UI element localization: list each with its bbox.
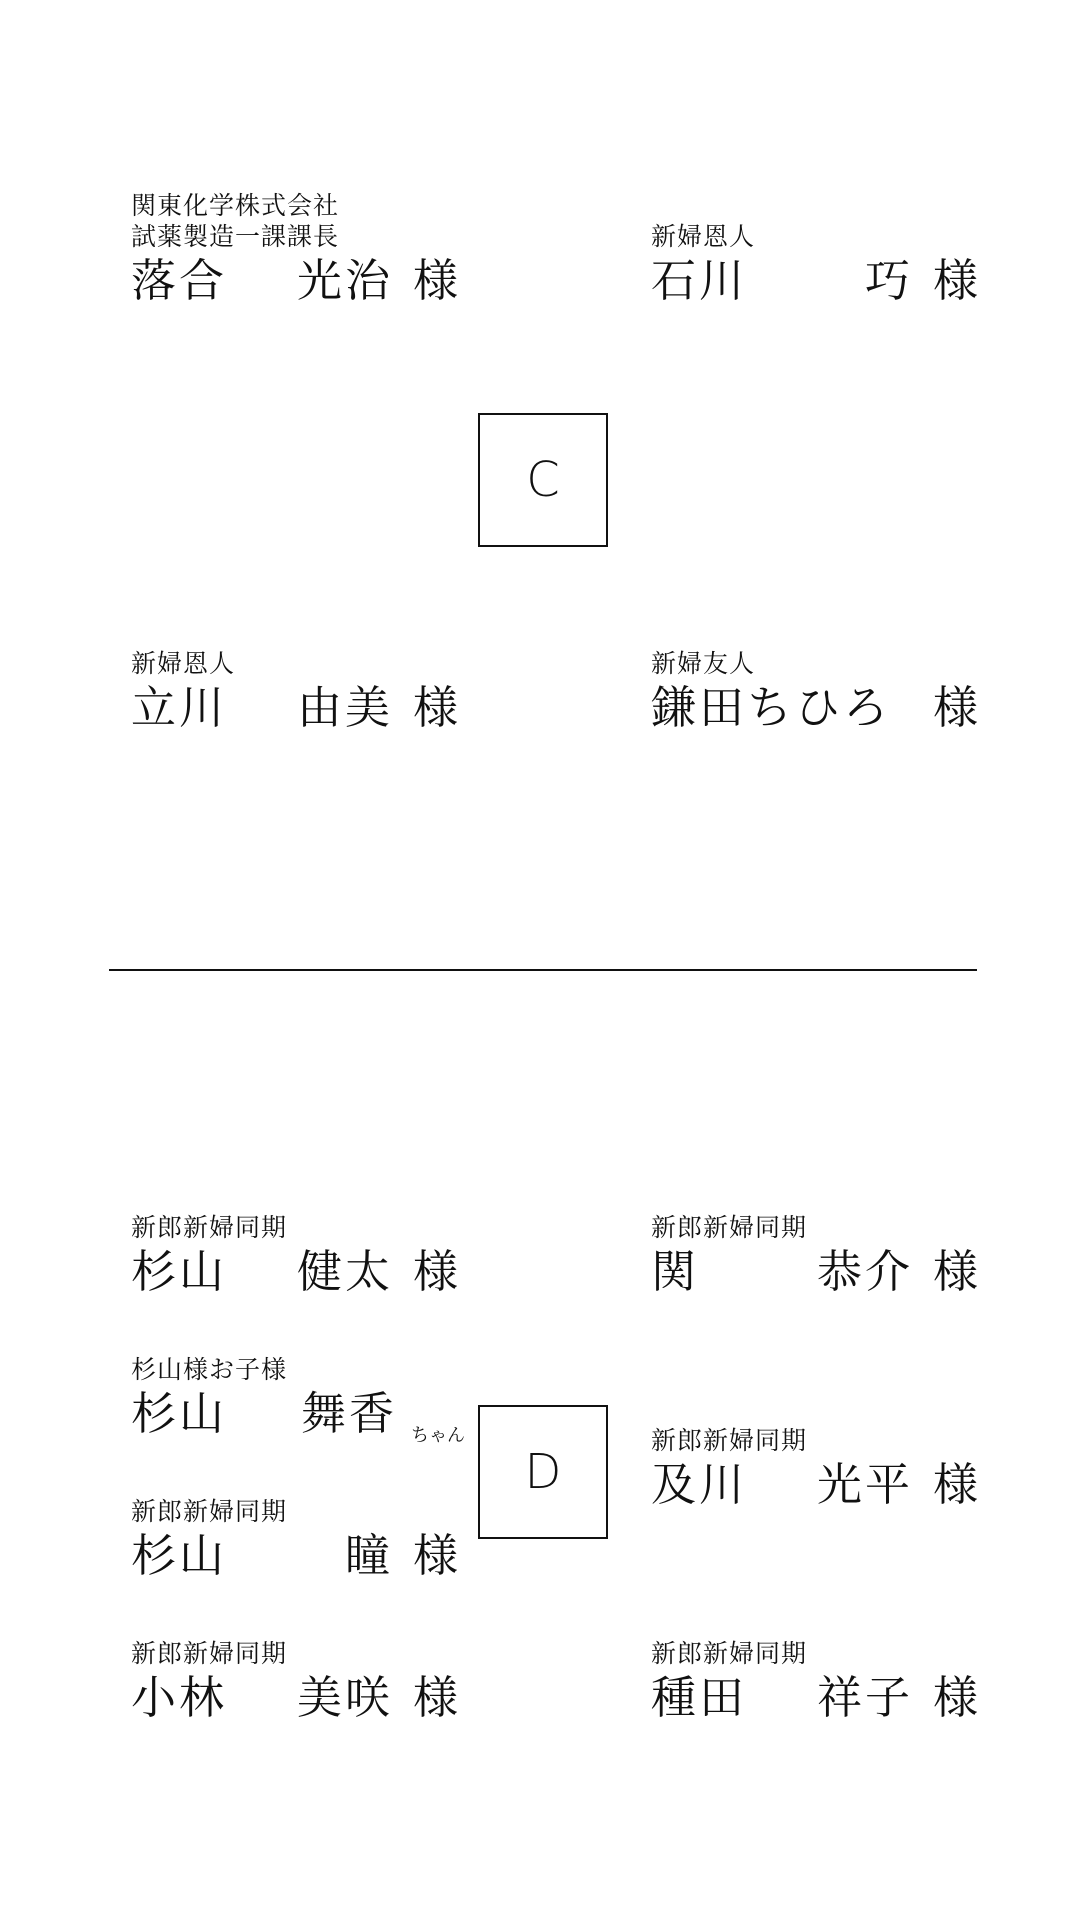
guest-card [131,1496,461,1585]
guest-given-name: 舞香 [300,1387,397,1440]
guest-name [651,252,981,310]
section-divider [109,969,977,971]
guest-family-name: 及川 [651,1458,748,1511]
guest-affiliation: 新婦恩人 [131,649,236,678]
guest-given-name: 光平 [816,1458,913,1511]
guest-affiliation: 新婦恩人 [651,222,756,251]
guest-card [651,221,981,310]
guest-affiliation: 新郎新婦同期 [651,1213,808,1242]
guest-family-name: 杉山 [131,1387,228,1440]
guest-given-name: 祥子 [816,1671,913,1724]
guest-affiliation: 新郎新婦同期 [131,1639,288,1668]
guest-family-name: 種田 [651,1671,748,1724]
guest-affiliation: 杉山様お子様 [131,1355,288,1384]
guest-honorific: 様 [412,1671,461,1724]
guest-honorific: 様 [412,1245,461,1298]
guest-family-name: 小林 [131,1671,228,1724]
guest-given-name: 光治 [296,254,393,307]
guest-name [131,1243,461,1301]
guest-name [131,1669,461,1727]
guest-name [651,679,981,737]
guest-family-name: 立川 [131,681,228,734]
guest-affiliation: 新婦友人 [651,649,756,678]
table-marker-c: C [478,413,608,547]
guest-card [131,190,461,310]
guest-family-name: 関 [651,1245,700,1298]
table-marker-d: D [478,1405,608,1539]
guest-card [651,1212,981,1301]
guest-name [131,252,461,310]
guest-honorific: 様 [412,681,461,734]
guest-name [131,1385,465,1446]
guest-name [651,1669,981,1727]
guest-card [131,1212,461,1301]
guest-family-name: 杉山 [131,1245,228,1298]
guest-family-name: 鎌田ちひろ [651,681,892,734]
guest-affiliation: 関東化学株式会社 [131,191,340,220]
guest-card [651,1638,981,1727]
guest-card [651,648,981,737]
guest-card [651,1425,981,1514]
guest-name [651,1243,981,1301]
guest-honorific: 様 [412,254,461,307]
guest-card [131,1638,461,1727]
guest-family-name: 落合 [131,254,228,307]
guest-given-name: 美咲 [296,1671,393,1724]
guest-honorific: 様 [932,1458,981,1511]
guest-given-name: 健太 [296,1245,393,1298]
guest-affiliation: 新郎新婦同期 [651,1426,808,1455]
guest-honorific: 様 [932,254,981,307]
guest-given-name: 巧 [864,254,913,307]
guest-affiliation: 新郎新婦同期 [131,1213,288,1242]
guest-honorific: 様 [932,681,981,734]
guest-family-name: 杉山 [131,1529,228,1582]
guest-name [131,679,461,737]
guest-affiliation: 新郎新婦同期 [651,1639,808,1668]
guest-honorific: 様 [412,1529,461,1582]
guest-honorific: 様 [932,1671,981,1724]
guest-card [131,648,461,737]
guest-honorific: ちゃん [411,1425,465,1446]
guest-given-name: 由美 [296,681,393,734]
guest-honorific: 様 [932,1245,981,1298]
guest-name [131,1527,461,1585]
guest-family-name: 石川 [651,254,748,307]
guest-card [131,1354,465,1446]
guest-affiliation: 新郎新婦同期 [131,1497,288,1526]
guest-given-name: 恭介 [816,1245,913,1298]
guest-given-name: 瞳 [344,1529,393,1582]
guest-name [651,1456,981,1514]
guest-affiliation: 試薬製造一課課長 [131,222,340,251]
